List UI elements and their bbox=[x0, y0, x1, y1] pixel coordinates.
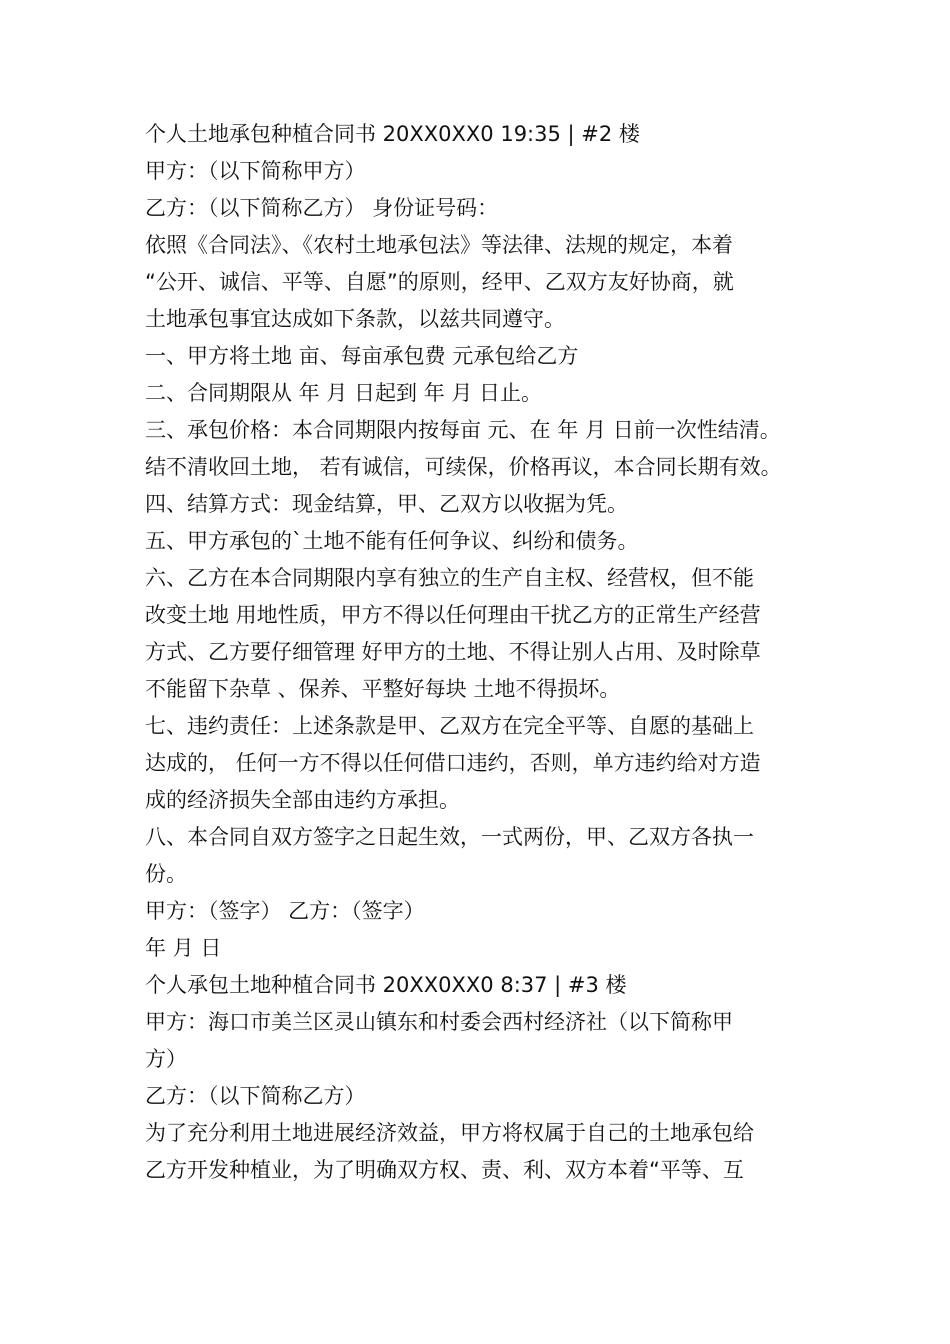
clause-8-cont: 份。 bbox=[145, 862, 187, 886]
clause-7: 七、违约责任：上述条款是甲、乙双方在完全平等、自愿的基础上 bbox=[145, 714, 754, 738]
clause-3: 三、承包价格：本合同期限内按每亩 元、在 年 月 日前一次性结清。 bbox=[145, 418, 781, 442]
document-body bbox=[145, 116, 817, 1189]
clause-7-cont: 成的经济损失全部由违约方承担。 bbox=[145, 788, 460, 812]
party-a-line: 甲方：海口市美兰区灵山镇东和村委会西村经济社（以下简称甲 bbox=[145, 1010, 733, 1034]
post-header-3: 个人承包土地种植合同书 20XX0XX0 8:37 | #3 楼 bbox=[145, 973, 627, 997]
preamble-line: 乙方开发种植业，为了明确双方权、责、利、双方本着“平等、互 bbox=[145, 1158, 744, 1182]
preamble-line: 依照《合同法》、《农村土地承包法》等法律、法规的规定，本着 bbox=[145, 233, 733, 257]
party-b-line: 乙方：（以下简称乙方） 身份证号码： bbox=[145, 196, 499, 220]
preamble-line: “公开、诚信、平等、自愿”的原则，经甲、乙双方友好协商，就 bbox=[145, 270, 734, 294]
clause-5: 五、甲方承包的`土地不能有任何争议、纠纷和债务。 bbox=[145, 529, 639, 553]
clause-6-cont: 方式、乙方要仔细管理 好甲方的土地、不得让别人占用、及时除草 bbox=[145, 640, 761, 664]
clause-6-cont: 不能留下杂草 、保养、平整好每块 土地不得损坏。 bbox=[145, 677, 621, 701]
party-a-line: 甲方：（以下简称甲方） bbox=[145, 159, 366, 183]
party-b-line: 乙方：（以下简称乙方） bbox=[145, 1084, 366, 1108]
clause-6: 六、乙方在本合同期限内享有独立的生产自主权、经营权，但不能 bbox=[145, 566, 754, 590]
date-line: 年 月 日 bbox=[145, 936, 222, 960]
clause-2: 二、合同期限从 年 月 日起到 年 月 日止。 bbox=[145, 381, 543, 405]
clause-8: 八、本合同自双方签字之日起生效，一式两份，甲、乙双方各执一 bbox=[145, 825, 754, 849]
clause-4: 四、结算方式：现金结算，甲、乙双方以收据为凭。 bbox=[145, 492, 628, 516]
preamble-line: 土地承包事宜达成如下条款，以兹共同遵守。 bbox=[145, 307, 565, 331]
clause-1: 一、甲方将土地 亩、每亩承包费 元承包给乙方 bbox=[145, 344, 579, 368]
post-header-2: 个人土地承包种植合同书 20XX0XX0 19:35 | #2 楼 bbox=[145, 122, 640, 146]
clause-7-cont: 达成的， 任何一方不得以任何借口违约，否则，单方违约给对方造 bbox=[145, 751, 761, 775]
clause-3-cont: 结不清收回土地， 若有诚信，可续保，价格再议，本合同长期有效。 bbox=[145, 455, 782, 479]
preamble-line: 为了充分利用土地进展经济效益，甲方将权属于自己的土地承包给 bbox=[145, 1121, 754, 1145]
clause-6-cont: 改变土地 用地性质，甲方不得以任何理由干扰乙方的正常生产经营 bbox=[145, 603, 761, 627]
party-a-line-cont: 方） bbox=[145, 1047, 187, 1071]
signature-line: 甲方：（签字） 乙方：（签字） bbox=[145, 899, 425, 923]
